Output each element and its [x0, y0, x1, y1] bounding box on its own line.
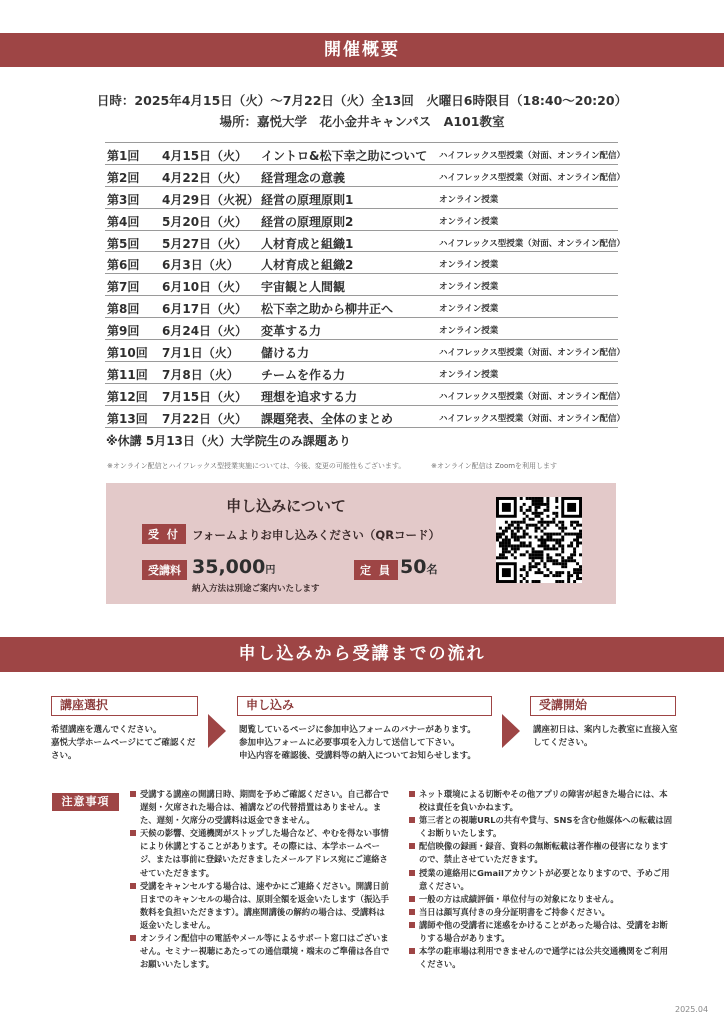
caution-item: 授業の連絡用にGmailアカウントが必要となりますので、予めご用意ください。 [409, 867, 674, 893]
session-format: ハイフレックス型授業（対面、オンライン配信） [439, 151, 625, 161]
session-title: 松下幸之助から柳井正へ [261, 302, 394, 317]
session-title: 経営の原理原則2 [261, 214, 354, 229]
schedule-row [105, 165, 625, 187]
session-format: オンライン授業 [439, 369, 499, 380]
fee-amount: 35,000 [192, 556, 266, 578]
session-title: チームを作る力 [261, 367, 346, 382]
qr-code[interactable] [496, 497, 582, 583]
caution-item: 第三者との視聴URLの共有や貸与、SNSを含む他媒体への転載は固くお断りいたします。 [409, 814, 674, 840]
schedule-row [105, 406, 625, 428]
session-format: オンライン授業 [439, 304, 499, 315]
session-format: オンライン授業 [439, 194, 499, 205]
session-date: 7月8日（火） [162, 367, 239, 382]
session-number: 第7回 [107, 280, 140, 295]
schedule-row [105, 143, 625, 165]
session-title: 変革する力 [261, 324, 322, 339]
session-number: 第11回 [107, 367, 148, 382]
session-format: オンライン授業 [439, 260, 499, 271]
session-date: 4月22日（火） [162, 170, 248, 185]
footer-date: 2025.04 [675, 1005, 709, 1014]
capacity-unit: 名 [426, 563, 438, 576]
qr-code-icon [496, 497, 582, 583]
fee-tag: 受講料 [142, 560, 187, 580]
schedule-row [105, 209, 618, 231]
fee-unit: 円 [265, 565, 276, 576]
session-title: 理想を追求する力 [261, 389, 358, 404]
arrow-right-icon [502, 714, 520, 748]
session-date: 4月15日（火） [162, 149, 248, 163]
zoom-note: ※オンライン配信は Zoomを利用します [431, 462, 558, 470]
capacity-tag: 定 員 [354, 560, 398, 580]
caution-label: 注意事項 [52, 793, 119, 811]
session-title: 人材育成と組織2 [261, 258, 354, 273]
session-date: 4月29日（火祝） [162, 192, 260, 207]
session-number: 第5回 [107, 236, 140, 251]
session-number: 第8回 [107, 302, 140, 317]
schedule-row [105, 318, 618, 340]
application-title: 申し込みについて [226, 497, 346, 515]
session-number: 第4回 [107, 214, 140, 229]
application-box [106, 483, 616, 604]
session-format: ハイフレックス型授業（対面、オンライン配信） [439, 238, 625, 249]
session-title: 人材育成と組織1 [261, 236, 354, 251]
schedule-row [105, 384, 625, 406]
online-change-note: ※オンライン配信とハイフレックス型授業実施については、今後、変更の可能性もございます。 [107, 462, 406, 470]
session-title: イントロ&松下幸之助について [261, 149, 428, 163]
schedule-row [105, 340, 625, 362]
session-date: 7月1日（火） [162, 346, 239, 361]
session-number: 第2回 [107, 170, 140, 185]
schedule-row [105, 187, 618, 209]
schedule-row [105, 296, 618, 318]
caution-item: 一般の方は成績評価・単位付与の対象になりません。 [409, 893, 674, 906]
session-number: 第10回 [107, 346, 148, 361]
session-date: 7月22日（火） [162, 411, 248, 426]
session-date: 7月15日（火） [162, 389, 248, 404]
caution-item: ネット環境による切断やその他アプリの障害が起きた場合には、本校は責任を負いかねます。 [409, 788, 674, 814]
caution-list-left [130, 788, 392, 971]
fee-value [192, 556, 275, 578]
session-format: オンライン授業 [439, 282, 499, 293]
caution-item: 講師や他の受講者に迷惑をかけることがあった場合は、受講をお断りする場合があります。 [409, 919, 674, 945]
caution-item: 受講をキャンセルする場合は、速やかにご連絡ください。開講日前日までのキャンセルの場合は、原則全額を返金いたします（振込手数料を負担いただきます）。講座開講後の解約の場合は、受講料は返金いたしません。 [130, 880, 392, 932]
caution-item: 当日は顔写真付きの身分証明書をご持参ください。 [409, 906, 674, 919]
cancelled-class-note: ※休講 5月13日（火）大学院生のみ課題あり [106, 434, 351, 448]
caution-item: 天候の影響、交通機関がストップした場合など、やむを得ない事情により休講とすることがあります。その際には、本学ホームページ、または事前に登録いただきましたメールアドレス宛にご連絡させていただきます。 [130, 827, 392, 879]
schedule-row [105, 252, 618, 274]
session-date: 6月24日（火） [162, 324, 248, 339]
session-title: 課題発表、全体のまとめ [261, 411, 394, 426]
session-number: 第1回 [107, 149, 140, 163]
section-header-overview: 開催概要 [0, 33, 724, 67]
session-date: 6月3日（火） [162, 258, 239, 273]
session-format: ハイフレックス型授業（対面、オンライン配信） [439, 348, 625, 359]
event-date: 日時：2025年4月15日（火）〜7月22日（火）全13回 火曜日6時限目（18:40〜20:20） [96, 93, 628, 108]
session-format: ハイフレックス型授業（対面、オンライン配信） [439, 172, 625, 183]
capacity-value [400, 556, 437, 578]
arrow-right-icon [208, 714, 226, 748]
reception-tag: 受 付 [142, 524, 186, 544]
section-header-flow: 申し込みから受講までの流れ [0, 637, 724, 672]
session-title: 儲ける力 [261, 346, 310, 361]
capacity-number: 50 [400, 556, 427, 578]
schedule-row [105, 362, 618, 384]
caution-item: 配信映像の録画・録音、資料の無断転載は著作権の侵害になりますので、禁止させていただきます。 [409, 840, 674, 866]
session-title: 経営の原理原則1 [261, 192, 354, 207]
fee-note: 納入方法は別途ご案内いたします [192, 584, 320, 594]
caution-list-right [409, 788, 674, 971]
caution-item: オンライン配信中の電話やメール等によるサポート窓口はございません。セミナー視聴にあたっての通信環境・端末のご準備は各自でお願いいたします。 [130, 932, 392, 971]
caution-item: 受講する講座の開講日時、期間を予めご確認ください。自己都合で遅刻・欠席された場合は、補講などの代替措置はありません。また、遅刻・欠席分の受講料は返金できません。 [130, 788, 392, 827]
step-start: 受講開始 [530, 696, 676, 716]
schedule-row [105, 274, 618, 296]
step-start-text: 講座初日は、案内した教室に直接入室してください。 [533, 725, 678, 748]
session-title: 宇宙観と人間観 [261, 280, 346, 295]
session-date: 6月10日（火） [162, 280, 248, 295]
session-number: 第12回 [107, 389, 148, 404]
session-date: 6月17日（火） [162, 302, 248, 317]
session-format: ハイフレックス型授業（対面、オンライン配信） [439, 391, 625, 402]
schedule-row [105, 231, 625, 253]
session-format: オンライン授業 [439, 216, 499, 227]
session-date: 5月20日（火） [162, 214, 248, 229]
session-number: 第9回 [107, 324, 140, 339]
session-date: 5月27日（火） [162, 236, 248, 251]
session-number: 第3回 [107, 192, 140, 207]
caution-item: 本学の駐車場は利用できませんので通学には公共交通機関をご利用ください。 [409, 945, 674, 971]
schedule-table [105, 142, 625, 428]
step-select-course: 講座選択 [51, 696, 198, 716]
session-number: 第13回 [107, 411, 148, 426]
session-number: 第6回 [107, 258, 140, 273]
session-title: 経営理念の意義 [261, 170, 346, 185]
step-apply: 申し込み [237, 696, 492, 716]
event-place: 場所：嘉悦大学 花小金井キャンパス A101教室 [219, 114, 505, 129]
step-select-course-text: 希望講座を選んでください。 嘉悦大学ホームページにてご確認ください。 [51, 725, 196, 761]
step-apply-text: 閲覧しているページに参加申込フォームのバナーがあります。 参加申込フォームに必要事項を入力して送信して下さい。 申込内容を確認後、受講料等の納入についてお知らせします。 [239, 725, 476, 761]
session-format: ハイフレックス型授業（対面、オンライン配信） [439, 413, 625, 424]
session-format: オンライン授業 [439, 326, 499, 337]
reception-text: フォームよりお申し込みください（QRコード） [192, 528, 441, 542]
